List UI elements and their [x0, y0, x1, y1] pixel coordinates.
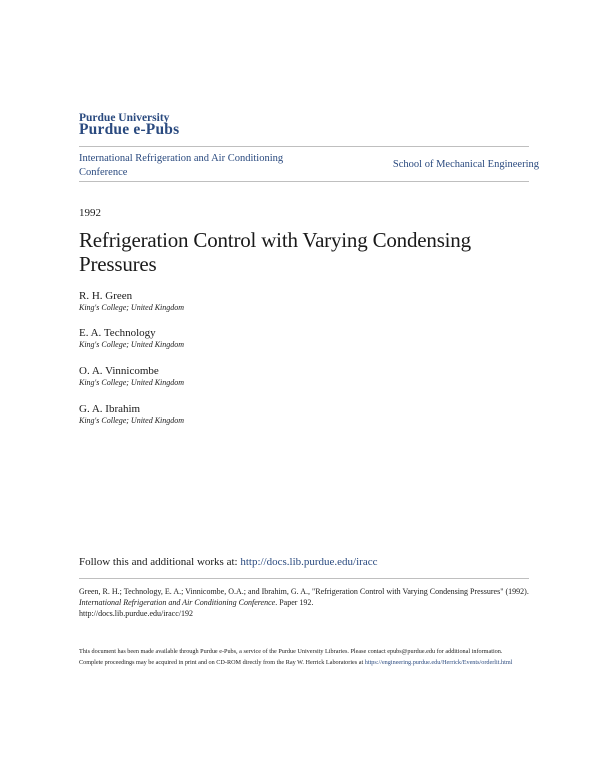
author-affiliation: King's College; United Kingdom — [79, 416, 185, 425]
notice-line-2 — [79, 658, 529, 669]
header-divider — [79, 146, 529, 147]
author-affiliation: King's College; United Kingdom — [79, 378, 185, 387]
university-name: Purdue University — [79, 112, 170, 124]
author-name: R. H. Green — [79, 290, 133, 302]
author-affiliation: King's College; United Kingdom — [79, 303, 185, 312]
author-affiliation: King's College; United Kingdom — [79, 340, 185, 349]
publication-year: 1992 — [79, 207, 101, 219]
herrick-order-link[interactable]: https://engineering.purdue.edu/Herrick/Events/orderlit.html — [364, 658, 513, 666]
citation-url[interactable]: http://docs.lib.purdue.edu/iracc/192 — [79, 609, 193, 618]
author-entry — [79, 365, 184, 388]
follow-line — [79, 556, 377, 568]
series-divider — [79, 181, 529, 182]
citation-paper-number: . Paper 192. — [275, 598, 314, 607]
citation-year: (1992). — [505, 587, 529, 596]
author-name: E. A. Technology — [79, 327, 156, 339]
follow-text: Follow this and additional works at: — [79, 556, 241, 568]
follow-link[interactable]: http://docs.lib.purdue.edu/iracc — [240, 556, 378, 568]
paper-title: Refrigeration Control with Varying Condensing Pressures — [79, 228, 471, 276]
author-entry — [79, 290, 184, 313]
availability-notice — [79, 647, 529, 668]
department-link[interactable]: School of Mechanical Engineering — [392, 159, 539, 170]
author-name: G. A. Ibrahim — [79, 403, 141, 415]
notice-line-1: This document has been made available through Purdue e-Pubs, a service of the Purdue University Libraries. Please contact epubs@purdue.edu for additional information. — [79, 648, 503, 655]
recommended-citation — [79, 586, 529, 619]
author-name: O. A. Vinnicombe — [79, 365, 159, 377]
citation-divider — [79, 578, 529, 579]
citation-conference: International Refrigeration and Air Conditioning Conference — [79, 598, 276, 607]
author-entry — [79, 327, 184, 350]
notice-text: Complete proceedings may be acquired in print and on CD-ROM directly from the Ray W. Herrick Laboratories at — [79, 658, 365, 666]
author-entry — [79, 403, 184, 426]
repository-name[interactable]: Purdue e-Pubs — [79, 121, 180, 138]
citation-authors-title: Green, R. H.; Technology, E. A.; Vinnicombe, O.A.; and Ibrahim, G. A., "Refrigeration Control with Varying Condensing Pressures" — [79, 587, 504, 596]
conference-series-link[interactable]: International Refrigeration and Air Conditioning Conference — [79, 153, 284, 178]
